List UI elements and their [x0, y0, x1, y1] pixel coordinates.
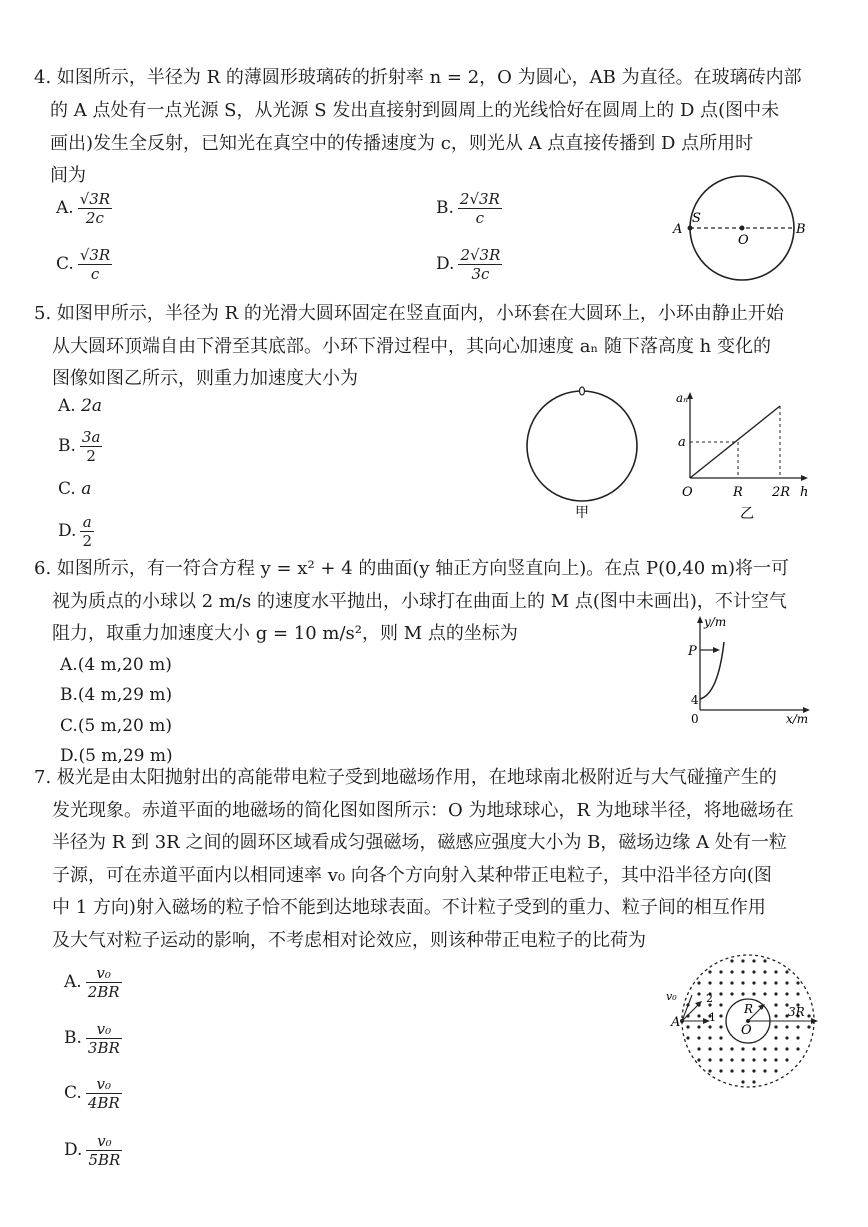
field-dot	[774, 981, 777, 984]
field-dot	[763, 1069, 766, 1072]
q7-fig-two-label: 2	[706, 992, 713, 1005]
q4-fig-label-s: S	[692, 211, 701, 226]
field-dot	[796, 981, 799, 984]
field-dot	[730, 1058, 733, 1061]
field-dot	[741, 1058, 744, 1061]
field-dot	[752, 1058, 755, 1061]
field-dot	[785, 1025, 788, 1028]
q6-option-b[interactable]: B.(4 m,29 m)	[60, 685, 173, 705]
field-dot	[774, 1014, 777, 1017]
field-dot	[708, 970, 711, 973]
field-dot	[697, 1058, 700, 1061]
q4-fig-label-b: B	[796, 222, 806, 237]
q4-option-d[interactable]: D. $\frac{2√3R}{3c}$	[436, 246, 501, 283]
field-dot	[741, 970, 744, 973]
q4-figure-circle	[668, 172, 816, 284]
q4-line-4: 间为	[50, 165, 86, 186]
field-dot	[774, 1058, 777, 1061]
q5-graph-2r-label: 2R	[772, 485, 791, 500]
q5-option-d[interactable]: D. $\frac{a}{2}$	[58, 513, 92, 550]
field-dot	[708, 1036, 711, 1039]
field-dot	[752, 981, 755, 984]
field-dot	[719, 1036, 722, 1039]
field-dot	[774, 1025, 777, 1028]
q7-fig-one-label: 1	[709, 1011, 716, 1024]
q6-fig-xlabel: x/m	[786, 712, 809, 726]
q6-fig-ylabel: y/m	[704, 615, 727, 629]
field-dot	[697, 1014, 700, 1017]
q5-graph-r-label: R	[733, 485, 743, 500]
field-dot	[697, 1036, 700, 1039]
field-dot	[741, 1069, 744, 1072]
q4-option-c[interactable]: C. $\frac{√3R}{c}$	[56, 246, 111, 283]
field-dot	[752, 970, 755, 973]
field-dot	[796, 1025, 799, 1028]
field-dot	[708, 1058, 711, 1061]
field-dot	[796, 1036, 799, 1039]
q7-figure-magnetic-field	[662, 950, 834, 1092]
field-dot	[785, 970, 788, 973]
field-dot	[796, 1047, 799, 1050]
field-dot	[752, 1069, 755, 1072]
field-dot	[785, 981, 788, 984]
q4-option-b[interactable]: B. $\frac{2√3R}{c}$	[436, 190, 500, 227]
field-dot	[763, 1058, 766, 1061]
field-dot	[719, 981, 722, 984]
field-dot	[763, 992, 766, 995]
field-dot	[719, 1047, 722, 1050]
q7-line-1: 7. 极光是由太阳抛射出的高能带电粒子受到地磁场作用，在地球南北极附近与大气碰撞产生的	[34, 767, 777, 788]
q5-option-b[interactable]: B. $\frac{3a}{2}$	[58, 428, 101, 465]
q7-fig-3r-label: 3R	[788, 1005, 805, 1019]
q6-fig-four-label: 4	[691, 693, 699, 707]
field-dot	[730, 959, 733, 962]
q5-graph-ylabel: aₙ	[676, 391, 689, 405]
field-dot	[774, 1047, 777, 1050]
field-dot	[708, 1069, 711, 1072]
field-dot	[763, 959, 766, 962]
field-dot	[697, 992, 700, 995]
field-dot	[730, 981, 733, 984]
q4-line-1: 4. 如图所示，半径为 R 的薄圆形玻璃砖的折射率 n = 2，O 为圆心，AB 为直径。在玻璃砖内部	[34, 67, 802, 88]
field-dot	[774, 1069, 777, 1072]
q7-fig-o-label: O	[741, 1023, 752, 1038]
field-dot	[719, 1014, 722, 1017]
q7-option-c[interactable]: C. $\frac{\text{v₀}}{4BR}$	[64, 1075, 120, 1112]
field-dot	[752, 959, 755, 962]
field-dot	[708, 1025, 711, 1028]
q5-fig-yi-label: 乙	[740, 506, 754, 522]
q5-graph-a-label: a	[678, 435, 686, 450]
q6-line-3: 阻力，取重力加速度大小 g = 10 m/s²，则 M 点的坐标为	[52, 623, 518, 644]
field-dot	[730, 1069, 733, 1072]
q5-fig-jia-label: 甲	[575, 505, 589, 521]
q4-fig-label-a: A	[673, 222, 683, 237]
field-dot	[785, 1047, 788, 1050]
field-dot	[730, 970, 733, 973]
field-dot	[796, 992, 799, 995]
field-dot	[741, 981, 744, 984]
field-dot	[774, 970, 777, 973]
q5-figure-yi-graph	[676, 386, 816, 528]
q6-option-a[interactable]: A.(4 m,20 m)	[60, 655, 172, 675]
q6-option-c[interactable]: C.(5 m,20 m)	[60, 716, 172, 736]
field-dot	[774, 992, 777, 995]
field-dot	[730, 1047, 733, 1050]
q7-line-6: 及大气对粒子运动的影响，不考虑相对论效应，则该种带正电粒子的比荷为	[52, 930, 646, 951]
q7-fig-r-label: R	[744, 1002, 754, 1016]
field-dot	[763, 970, 766, 973]
q7-option-d[interactable]: D. $\frac{\text{v₀}}{5BR}$	[64, 1132, 121, 1169]
field-dot	[719, 1003, 722, 1006]
q5-figure-jia	[520, 384, 650, 526]
field-dot	[741, 1080, 744, 1083]
q5-graph-origin: O	[682, 485, 693, 500]
field-dot	[719, 1069, 722, 1072]
q7-line-5: 中 1 方向)射入磁场的粒子恰不能到达地球表面。不计粒子受到的重力、粒子间的相互作用	[52, 897, 766, 918]
q7-line-2: 发光现象。赤道平面的地磁场的简化图如图所示：O 为地球球心，R 为地球半径，将地磁场在	[52, 800, 794, 821]
q7-fig-v0-label: v₀	[666, 990, 677, 1003]
field-dot	[752, 1080, 755, 1083]
field-dot	[719, 1058, 722, 1061]
q6-option-d[interactable]: D.(5 m,29 m)	[60, 746, 173, 766]
q4-line-2: 的 A 点处有一点光源 S，从光源 S 发出直接射到圆周上的光线恰好在圆周上的 D 点(图中未	[50, 100, 780, 121]
field-dot	[774, 1036, 777, 1039]
q5-option-a[interactable]: A. 2a	[58, 396, 103, 416]
field-dot	[785, 1058, 788, 1061]
q6-line-1: 6. 如图所示，有一符合方程 y = x² + 4 的曲面(y 轴正方向竖直向上)。在点 P(0,40 m)将一可	[34, 558, 790, 579]
q5-line-2: 从大圆环顶端自由下滑至其底部。小环下滑过程中，其向心加速度 aₙ 随下落高度 h 变化的	[52, 336, 771, 357]
q7-line-3: 半径为 R 到 3R 之间的圆环区域看成匀强磁场，磁感应强度大小为 B，磁场边缘 A 处有一粒	[52, 832, 787, 853]
field-dot	[785, 1036, 788, 1039]
field-dot	[752, 1047, 755, 1050]
field-dot	[763, 1047, 766, 1050]
q4-fig-label-o: O	[738, 233, 749, 248]
q5-line-3: 图像如图乙所示，则重力加速度大小为	[52, 368, 358, 389]
q6-fig-zero-label: 0	[691, 712, 699, 726]
q7-line-4: 子源，可在赤道平面内以相同速率 v₀ 向各个方向射入某种带正电粒子，其中沿半径方向(图	[52, 865, 772, 886]
field-dot	[741, 992, 744, 995]
q7-option-b[interactable]: B. $\frac{\text{v₀}}{3BR}$	[64, 1020, 120, 1057]
q4-option-a[interactable]: A. $\frac{√3R}{2c}$	[56, 190, 111, 227]
field-dot	[807, 1014, 810, 1017]
q5-graph-h-label: h	[800, 485, 809, 500]
field-dot	[730, 992, 733, 995]
field-dot	[697, 981, 700, 984]
q6-figure-curve	[680, 612, 820, 732]
field-dot	[763, 981, 766, 984]
field-dot	[686, 1036, 689, 1039]
field-dot	[719, 970, 722, 973]
q6-fig-p-label: P	[688, 644, 697, 659]
field-dot	[719, 1025, 722, 1028]
q7-fig-a-label: A	[671, 1015, 681, 1030]
field-dot	[807, 1025, 810, 1028]
field-dot	[719, 992, 722, 995]
q6-line-2: 视为质点的小球以 2 m/s 的速度水平抛出，小球打在曲面上的 M 点(图中未画出)，不计空气	[52, 591, 787, 612]
field-dot	[708, 981, 711, 984]
field-dot	[708, 1047, 711, 1050]
q5-option-c[interactable]: C. a	[58, 479, 92, 499]
field-dot	[752, 992, 755, 995]
field-dot	[741, 1047, 744, 1050]
field-dot	[697, 1047, 700, 1050]
q4-line-3: 画出)发生全反射，已知光在真空中的传播速度为 c，则光从 A 点直接传播到 D 点所用时	[50, 133, 754, 154]
field-dot	[741, 959, 744, 962]
q5-line-1: 5. 如图甲所示，半径为 R 的光滑大圆环固定在竖直面内，小环套在大圆环上，小环由静止开始	[34, 303, 784, 324]
field-dot	[697, 1025, 700, 1028]
q7-option-a[interactable]: A. $\frac{\text{v₀}}{2BR}$	[64, 964, 120, 1001]
field-dot	[686, 1025, 689, 1028]
field-dot	[774, 1003, 777, 1006]
field-dot	[785, 992, 788, 995]
